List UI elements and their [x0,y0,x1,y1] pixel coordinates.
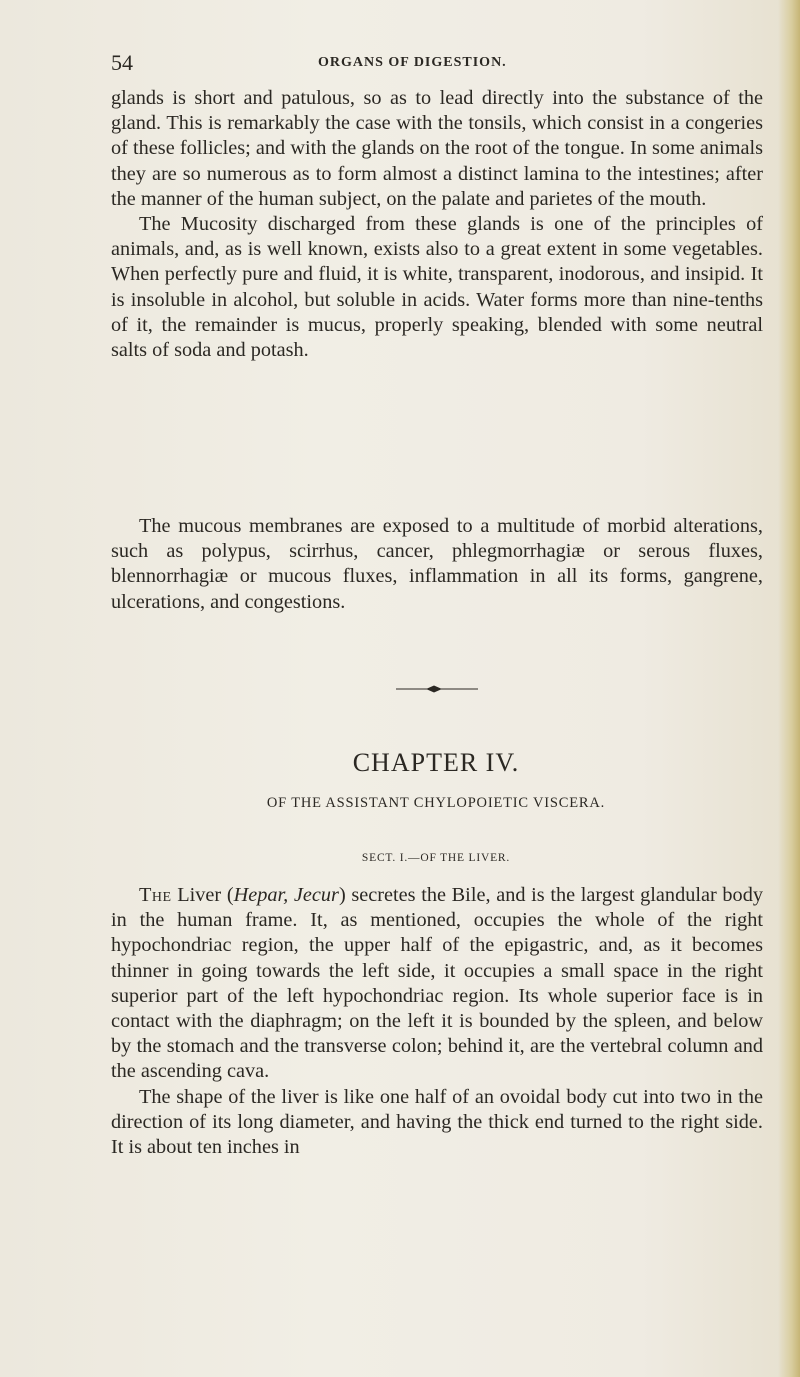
paragraph-mucosity: The Mucosity discharged from these glands is one of the principles of animals, and, as is well known, exists also to a great extent in some vegetables. When perfectly pure and fluid, it is white, transparent, inodorous, and insipid. It is insoluble in alcohol, but soluble in acids. Water forms more than nine-tenths of it, the remainder is mucus, properly speaking, blended with some neutral salts of soda and potash. [111,213,763,362]
section-heading: SECT. I.—OF THE LIVER. [361,852,511,864]
paragraph-mucous-membranes: The mucous membranes are exposed to a multitude of morbid alterations, such as polypus, scirrhus, cancer, phlegmorrhagiæ or serous fluxes, blennorrhagiæ or mucous fluxes, inflammation in all its forms, gangrene, ulcerations, and congestions. [111,515,763,613]
text-block-glands [111,86,763,363]
liver-text-b: ) secretes the Bile, and is the largest glandular body in the human frame. It, as mentioned, occupies the whole of the right hypochondriac region, the upper half of the epigastric, and, as it becomes thinner in going towards the left side, it occupies a small space in the right superior part of the left hypochondriac region. Its whole superior face is in contact with the diaphragm; on the left it is bounded by the spleen, and below by the stomach and the transverse colon; behind it, are the vertebral column and the ascending cava. [111,884,763,1083]
paragraph-liver-shape: The shape of the liver is like one half of an ovoidal body cut into two in the direction of its long diameter, and having the thick end turned to the right side. It is about ten inches in [111,1085,763,1159]
page-header [0,50,800,78]
page-edge-shadow [778,0,800,1377]
lead-word: The [139,884,172,906]
running-head: ORGANS OF DIGESTION. [318,55,507,70]
text-block-mucous-membranes [111,514,763,615]
page-number: 54 [111,50,133,75]
chapter-title: CHAPTER IV. [352,748,520,777]
section-divider-ornament [396,682,478,696]
paragraph-liver [111,883,763,1085]
chapter-subtitle: OF THE ASSISTANT CHYLOPOIETIC VISCERA. [266,795,606,811]
text-block-liver [111,883,763,1160]
paragraph-glands: glands is short and patulous, so as to lead directly into the substance of the gland. This is remarkably the case with the tonsils, which consist in a congeries of these follicles; and with the glands on the root of the tongue. In some animals they are so numerous as to form almost a distinct lamina to the intestines; after the manner of the human subject, on the palate and parietes of the mouth. [111,87,763,210]
latin-names: Hepar, Jecur [233,884,339,906]
liver-text-a: Liver ( [171,884,234,906]
